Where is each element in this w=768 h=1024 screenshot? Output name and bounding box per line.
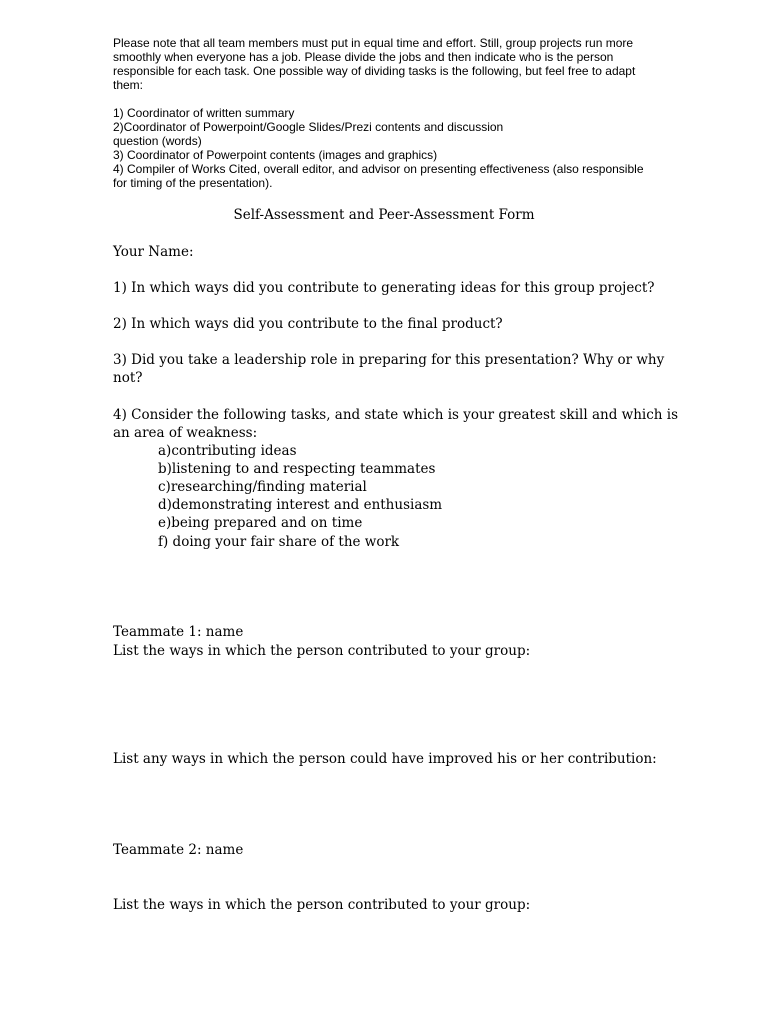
- teammate-1-name-label: Teammate 1: name: [113, 624, 244, 640]
- task-item: b)listening to and respecting teammates: [158, 461, 436, 477]
- intro-line-1: Please note that all team members must put in equal time and effort. Still, group projects run more: [113, 36, 634, 50]
- role-item-1: 1) Coordinator of written summary: [113, 106, 295, 120]
- your-name-label: Your Name:: [113, 244, 194, 260]
- role-item-2: 2)Coordinator of Powerpoint/Google Slides/Prezi contents and discussion: [113, 120, 504, 134]
- teammate-1-improve-prompt: List any ways in which the person could have improved his or her contribution:: [113, 751, 657, 767]
- intro-line-3: responsible for each task. One possible way of dividing tasks is the following, but feel free to adapt: [113, 64, 636, 78]
- intro-line-4: them:: [113, 78, 144, 92]
- question-4-line-2: an area of weakness:: [113, 425, 258, 441]
- teammate-2-contributed-prompt: List the ways in which the person contributed to your group:: [113, 897, 531, 913]
- role-item-2-cont: question (words): [113, 134, 202, 148]
- question-3-line-1: 3) Did you take a leadership role in preparing for this presentation? Why or why: [113, 352, 665, 368]
- task-item: e)being prepared and on time: [158, 515, 363, 531]
- teammate-2-name-label: Teammate 2: name: [113, 842, 244, 858]
- task-item: f) doing your fair share of the work: [158, 534, 400, 550]
- intro-line-2: smoothly when everyone has a job. Please divide the jobs and then indicate who is the person: [113, 50, 614, 64]
- question-1: 1) In which ways did you contribute to generating ideas for this group project?: [113, 280, 655, 296]
- role-item-3: 3) Coordinator of Powerpoint contents (images and graphics): [113, 148, 438, 162]
- role-item-4-cont: for timing of the presentation).: [113, 176, 273, 190]
- task-item: c)researching/finding material: [158, 479, 367, 495]
- role-item-4: 4) Compiler of Works Cited, overall editor, and advisor on presenting effectiveness (also responsible: [113, 162, 644, 176]
- task-item: d)demonstrating interest and enthusiasm: [158, 497, 443, 513]
- question-4-line-1: 4) Consider the following tasks, and state which is your greatest skill and which is: [113, 407, 679, 423]
- question-2: 2) In which ways did you contribute to the final product?: [113, 316, 503, 332]
- question-3-line-2: not?: [113, 370, 143, 386]
- task-item: a)contributing ideas: [158, 443, 297, 459]
- form-title: Self-Assessment and Peer-Assessment Form: [233, 207, 535, 223]
- teammate-1-contributed-prompt: List the ways in which the person contributed to your group:: [113, 643, 531, 659]
